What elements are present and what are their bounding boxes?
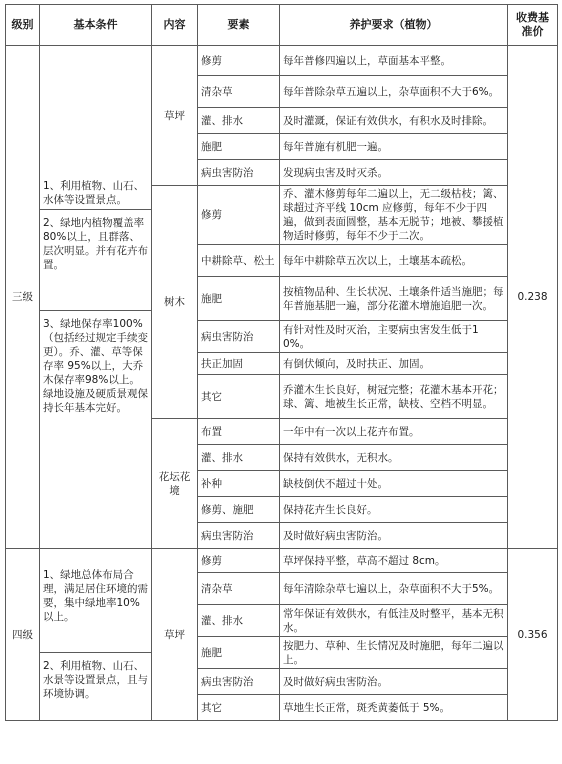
element-cell: 修剪 [198, 186, 280, 245]
requirement-cell: 及时做好病虫害防治。 [280, 523, 508, 549]
element-cell: 病虫害防治 [198, 523, 280, 549]
conditions-cell [40, 46, 152, 549]
requirement-cell: 草坪保持平整，草高不超过 8cm。 [280, 549, 508, 573]
element-cell: 灌、排水 [198, 605, 280, 637]
element-cell: 施肥 [198, 134, 280, 160]
conditions-cell [40, 549, 152, 721]
requirement-cell: 按植物品种、生长状况、土壤条件适当施肥；每年普施基肥一遍，部分花灌木增施追肥一次。 [280, 277, 508, 321]
requirement-cell: 缺枝倒伏不超过十处。 [280, 471, 508, 497]
level-cell: 三级 [6, 46, 40, 549]
requirement-cell: 乔灌木生长良好，树冠完整；花灌木基本开花；球、篱、地被生长正常，缺枝、空档不明显。 [280, 375, 508, 419]
maintenance-standard-table [5, 4, 558, 721]
element-cell: 扶正加固 [198, 353, 280, 375]
requirement-cell: 按肥力、草种、生长情况及时施肥，每年二遍以上。 [280, 637, 508, 669]
condition-item: 3、绿地保存率100%（包括经过规定手续变更）。乔、灌、草等保存率 95%以上，大乔木保存率98%以上。绿地设施及硬质景观保持长年基本完好。 [40, 310, 151, 417]
header-fee: 收费基准价 [508, 5, 558, 46]
requirement-cell: 每年普除杂草五遍以上，杂草面积不大于6%。 [280, 76, 508, 108]
element-cell: 中耕除草、松土 [198, 245, 280, 277]
content-cell: 树木 [152, 186, 198, 419]
content-cell: 草坪 [152, 46, 198, 186]
element-cell: 补种 [198, 471, 280, 497]
condition-item: 2、绿地内植物覆盖率 80%以上，且群落、层次明显。并有花卉布置。 [40, 209, 151, 274]
requirement-cell: 每年普施有机肥一遍。 [280, 134, 508, 160]
requirement-cell: 草地生长正常，斑秃黄萎低于 5%。 [280, 695, 508, 721]
requirement-cell: 每年中耕除草五次以上，土壤基本疏松。 [280, 245, 508, 277]
header-content: 内容 [152, 5, 198, 46]
requirement-cell: 常年保证有效供水，有低洼及时整平，基本无积水。 [280, 605, 508, 637]
level-cell: 四级 [6, 549, 40, 721]
element-cell: 病虫害防治 [198, 160, 280, 186]
condition-item: 1、利用植物、山石、水体等设置景点。 [43, 180, 145, 206]
requirement-cell: 发现病虫害及时灭杀。 [280, 160, 508, 186]
requirement-cell: 一年中有一次以上花卉布置。 [280, 419, 508, 445]
requirement-cell: 乔、灌木修剪每年二遍以上，无二级枯枝；篱、球超过齐平线 10cm 应修剪，每年不少于四遍，做到表面圆整，基本无脱节；地被、攀援植物适时修剪，每年不少于二次。 [280, 186, 508, 245]
element-cell: 其它 [198, 695, 280, 721]
requirement-cell: 有倒伏倾向，及时扶正、加固。 [280, 353, 508, 375]
element-cell: 清杂草 [198, 573, 280, 605]
element-cell: 病虫害防治 [198, 669, 280, 695]
element-cell: 灌、排水 [198, 445, 280, 471]
requirement-cell: 每年清除杂草七遍以上，杂草面积不大于5%。 [280, 573, 508, 605]
element-cell: 修剪 [198, 549, 280, 573]
content-cell: 花坛花境 [152, 419, 198, 549]
header-requirement: 养护要求（植物） [280, 5, 508, 46]
element-cell: 施肥 [198, 277, 280, 321]
requirement-cell: 及时做好病虫害防治。 [280, 669, 508, 695]
table-row [6, 549, 558, 573]
condition-item: 1、绿地总体布局合理，满足居住环境的需要，集中绿地率10%以上。 [43, 569, 148, 623]
element-cell: 施肥 [198, 637, 280, 669]
fee-cell: 0.238 [508, 46, 558, 549]
element-cell: 布置 [198, 419, 280, 445]
header-conditions: 基本条件 [40, 5, 152, 46]
element-cell: 病虫害防治 [198, 321, 280, 353]
requirement-cell: 保持花卉生长良好。 [280, 497, 508, 523]
element-cell: 修剪 [198, 46, 280, 76]
requirement-cell: 及时灌溉，保证有效供水，有积水及时排除。 [280, 108, 508, 134]
element-cell: 灌、排水 [198, 108, 280, 134]
content-cell: 草坪 [152, 549, 198, 721]
requirement-cell: 每年普修四遍以上，草面基本平整。 [280, 46, 508, 76]
requirement-cell: 有针对性及时灭治，主要病虫害发生低于10%。 [280, 321, 508, 353]
fee-cell: 0.356 [508, 549, 558, 721]
header-element: 要素 [198, 5, 280, 46]
header-row [6, 5, 558, 46]
element-cell: 其它 [198, 375, 280, 419]
element-cell: 清杂草 [198, 76, 280, 108]
table-row [6, 46, 558, 76]
element-cell: 修剪、施肥 [198, 497, 280, 523]
requirement-cell: 保持有效供水，无积水。 [280, 445, 508, 471]
condition-item: 2、利用植物、山石、水景等设置景点，且与环境协调。 [40, 652, 151, 703]
header-level: 级别 [6, 5, 40, 46]
